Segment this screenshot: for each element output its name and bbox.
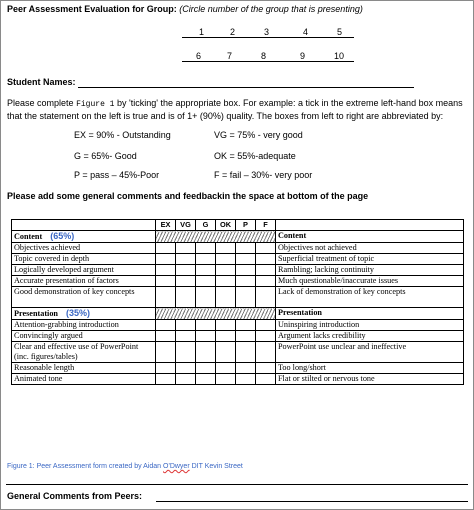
section-label-content	[12, 231, 156, 243]
tick-box-ex[interactable]	[156, 363, 176, 374]
tick-box-f[interactable]	[256, 363, 276, 374]
criterion-negative: Much questionable/inaccurate issues	[276, 276, 464, 287]
tick-box-vg[interactable]	[176, 287, 196, 308]
tick-box-f[interactable]	[256, 276, 276, 287]
tick-box-g[interactable]	[196, 287, 216, 308]
group-number-7[interactable]: 7	[227, 51, 233, 61]
tick-box-f[interactable]	[256, 243, 276, 254]
criterion-negative: Rambling; lacking continuity	[276, 265, 464, 276]
tick-box-p[interactable]	[236, 243, 256, 254]
criterion-negative: Lack of demonstration of key concepts	[276, 287, 464, 308]
tick-box-p[interactable]	[236, 363, 256, 374]
table-row	[12, 342, 464, 363]
tick-box-p[interactable]	[236, 287, 256, 308]
section-row-content	[12, 231, 464, 243]
tick-box-ex[interactable]	[156, 331, 176, 342]
caption-text-a: Figure 1: Peer Assessment form created by Aidan	[7, 463, 162, 470]
group-number-1[interactable]: 1	[199, 27, 205, 37]
grade-header-ex: EX	[156, 220, 176, 231]
tick-box-ex[interactable]	[156, 254, 176, 265]
tick-box-p[interactable]	[236, 374, 256, 385]
section-divider-content	[156, 231, 276, 243]
student-names-label: Student Names:	[7, 77, 76, 87]
table-row	[12, 363, 464, 374]
tick-box-g[interactable]	[196, 276, 216, 287]
section-weight-content: (65%)	[50, 231, 75, 241]
grade-header-vg: VG	[176, 220, 196, 231]
criterion-negative: PowerPoint use unclear and ineffective	[276, 342, 464, 363]
instructions-text-1a: Please complete	[7, 98, 74, 108]
scale-f: F = fail – 30%- very poor	[214, 170, 313, 180]
tick-box-ex[interactable]	[156, 320, 176, 331]
group-row-1-line	[182, 37, 354, 38]
tick-box-ok[interactable]	[216, 254, 236, 265]
section-label-presentation-right: Presentation	[276, 308, 464, 320]
group-row-2-line	[182, 61, 354, 62]
criterion-negative: Too long/short	[276, 363, 464, 374]
table-row	[12, 254, 464, 265]
group-number-4[interactable]: 4	[303, 27, 309, 37]
criterion-positive: Good demonstration of key concepts	[12, 287, 156, 308]
header-blank-right	[276, 220, 464, 231]
instructions-text-1b: by 'ticking' the appropriate box. For example: a tick in the extreme left-hand box means	[116, 98, 463, 108]
tick-box-ok[interactable]	[216, 276, 236, 287]
group-number-8[interactable]: 8	[261, 51, 267, 61]
comments-note: Please add some general comments and feedbackin the space at bottom of the page	[7, 191, 369, 201]
group-number-3[interactable]: 3	[264, 27, 270, 37]
table-header-row	[12, 220, 464, 231]
tick-box-ex[interactable]	[156, 276, 176, 287]
tick-box-vg[interactable]	[176, 265, 196, 276]
scale-ok: OK = 55%-adequate	[214, 151, 296, 161]
group-number-2[interactable]: 2	[230, 27, 236, 37]
criterion-positive: Objectives achieved	[12, 243, 156, 254]
table-row	[12, 265, 464, 276]
form-title	[7, 4, 363, 14]
table-row	[12, 374, 464, 385]
assessment-table	[11, 219, 464, 385]
footer-divider	[6, 484, 468, 485]
instructions-line-1	[7, 98, 463, 109]
scale-vg: VG = 75% - very good	[214, 130, 303, 140]
general-comments-label: General Comments from Peers:	[7, 491, 143, 501]
tick-box-p[interactable]	[236, 254, 256, 265]
tick-box-f[interactable]	[256, 254, 276, 265]
table-row	[12, 320, 464, 331]
tick-box-ex[interactable]	[156, 342, 176, 363]
tick-box-f[interactable]	[256, 331, 276, 342]
form-title-text: Peer Assessment Evaluation for Group:	[7, 4, 177, 14]
group-number-5[interactable]: 5	[337, 27, 343, 37]
tick-box-ok[interactable]	[216, 342, 236, 363]
table-row	[12, 331, 464, 342]
tick-box-ok[interactable]	[216, 374, 236, 385]
criterion-positive: Clear and effective use of PowerPoint (inc. figures/tables)	[12, 342, 156, 363]
figure-reference: Figure 1	[76, 100, 115, 109]
header-blank-left	[12, 220, 156, 231]
section-weight-presentation: (35%)	[65, 308, 90, 318]
tick-box-f[interactable]	[256, 265, 276, 276]
tick-box-f[interactable]	[256, 342, 276, 363]
caption-author-surname: O'Dwyer	[163, 463, 190, 470]
criterion-positive: Attention-grabbing introduction	[12, 320, 156, 331]
tick-box-g[interactable]	[196, 320, 216, 331]
tick-box-vg[interactable]	[176, 342, 196, 363]
group-number-6[interactable]: 6	[196, 51, 202, 61]
tick-box-ok[interactable]	[216, 243, 236, 254]
scale-ex: EX = 90% - Outstanding	[74, 130, 171, 140]
tick-box-vg[interactable]	[176, 243, 196, 254]
section-label-content-right: Content	[276, 231, 464, 243]
tick-box-p[interactable]	[236, 276, 256, 287]
tick-box-ok[interactable]	[216, 287, 236, 308]
tick-box-vg[interactable]	[176, 320, 196, 331]
tick-box-ok[interactable]	[216, 331, 236, 342]
tick-box-p[interactable]	[236, 331, 256, 342]
tick-box-p[interactable]	[236, 320, 256, 331]
criterion-negative: Flat or stilted or nervous tone	[276, 374, 464, 385]
tick-box-ex[interactable]	[156, 265, 176, 276]
tick-box-p[interactable]	[236, 342, 256, 363]
tick-box-ok[interactable]	[216, 363, 236, 374]
section-row-presentation	[12, 308, 464, 320]
student-names-field[interactable]	[78, 87, 414, 88]
tick-box-g[interactable]	[196, 254, 216, 265]
grade-header-ok: OK	[216, 220, 236, 231]
tick-box-vg[interactable]	[176, 363, 196, 374]
table-row	[12, 243, 464, 254]
section-title-presentation: Presentation	[14, 309, 58, 318]
tick-box-ok[interactable]	[216, 320, 236, 331]
group-number-10[interactable]: 10	[334, 51, 345, 61]
tick-box-f[interactable]	[256, 374, 276, 385]
group-number-9[interactable]: 9	[300, 51, 306, 61]
criterion-negative: Argument lacks credibility	[276, 331, 464, 342]
grade-header-f: F	[256, 220, 276, 231]
caption-text-c: DIT Kevin Street	[191, 463, 243, 470]
table-row	[12, 287, 464, 308]
table-row	[12, 276, 464, 287]
form-title-note: (Circle number of the group that is presenting)	[179, 4, 363, 14]
tick-box-f[interactable]	[256, 320, 276, 331]
scale-p: P = pass – 45%-Poor	[74, 170, 160, 180]
tick-box-g[interactable]	[196, 265, 216, 276]
tick-box-g[interactable]	[196, 331, 216, 342]
general-comments-field[interactable]	[156, 501, 468, 502]
criterion-positive: Reasonable length	[12, 363, 156, 374]
tick-box-f[interactable]	[256, 287, 276, 308]
tick-box-g[interactable]	[196, 243, 216, 254]
grade-header-g: G	[196, 220, 216, 231]
tick-box-g[interactable]	[196, 342, 216, 363]
scale-g: G = 65%- Good	[74, 151, 137, 161]
tick-box-vg[interactable]	[176, 374, 196, 385]
grade-header-p: P	[236, 220, 256, 231]
section-title-content: Content	[14, 232, 43, 241]
criterion-positive: Accurate presentation of factors	[12, 276, 156, 287]
tick-box-g[interactable]	[196, 374, 216, 385]
tick-box-p[interactable]	[236, 265, 256, 276]
criterion-negative: Superficial treatment of topic	[276, 254, 464, 265]
tick-box-vg[interactable]	[176, 331, 196, 342]
tick-box-g[interactable]	[196, 363, 216, 374]
tick-box-vg[interactable]	[176, 276, 196, 287]
tick-box-ex[interactable]	[156, 287, 176, 308]
section-label-presentation	[12, 308, 156, 320]
criterion-positive: Logically developed argument	[12, 265, 156, 276]
tick-box-ex[interactable]	[156, 374, 176, 385]
criterion-negative: Objectives not achieved	[276, 243, 464, 254]
criterion-positive: Topic covered in depth	[12, 254, 156, 265]
figure-caption	[7, 463, 243, 470]
tick-box-ex[interactable]	[156, 243, 176, 254]
section-divider-presentation	[156, 308, 276, 320]
instructions-line-2: that the statement on the left is true and is of 1+ (90%) quality. The boxes from left to right are abbreviated by:	[7, 111, 444, 121]
criterion-positive: Convincingly argued	[12, 331, 156, 342]
tick-box-vg[interactable]	[176, 254, 196, 265]
tick-box-ok[interactable]	[216, 265, 236, 276]
criterion-positive: Animated tone	[12, 374, 156, 385]
criterion-negative: Uninspiring introduction	[276, 320, 464, 331]
